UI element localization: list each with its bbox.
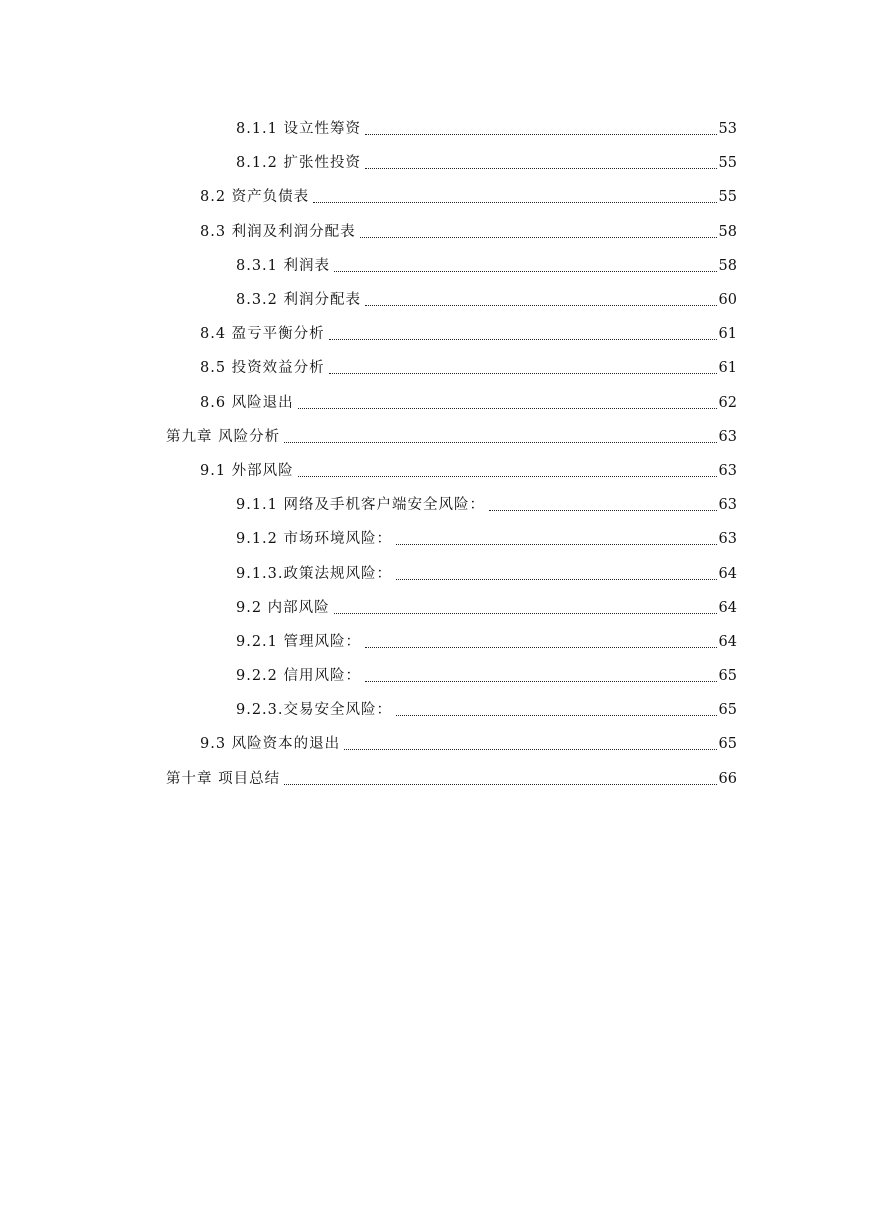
table-of-contents xyxy=(0,112,869,796)
toc-entry[interactable] xyxy=(0,283,869,317)
toc-page-number: 60 xyxy=(718,292,737,309)
toc-entry[interactable] xyxy=(0,727,869,761)
toc-dot-leader xyxy=(284,441,716,443)
toc-page-number: 63 xyxy=(718,428,737,445)
toc-entry-label: 8.3.2 利润分配表 xyxy=(236,292,362,309)
toc-dot-leader xyxy=(365,133,717,135)
toc-dot-leader xyxy=(334,270,717,272)
toc-entry[interactable] xyxy=(0,625,869,659)
toc-entry-label: 8.2 资产负债表 xyxy=(200,189,310,206)
toc-dot-leader xyxy=(396,543,717,545)
toc-dot-leader xyxy=(365,680,717,682)
toc-entry-label: 8.4 盈亏平衡分析 xyxy=(200,326,325,343)
toc-entry-chapter[interactable] xyxy=(0,420,869,454)
toc-entry[interactable] xyxy=(0,693,869,727)
toc-page-number: 64 xyxy=(718,599,737,616)
toc-entry-label: 8.6 风险退出 xyxy=(200,394,294,411)
toc-dot-leader xyxy=(396,578,717,580)
toc-entry-label: 8.3.1 利润表 xyxy=(236,257,331,274)
toc-entry[interactable] xyxy=(0,317,869,351)
toc-page-number: 58 xyxy=(718,257,737,274)
toc-dot-leader xyxy=(334,612,717,614)
toc-entry-label: 9.2.2 信用风险： xyxy=(236,668,362,685)
toc-entry[interactable] xyxy=(0,591,869,625)
toc-dot-leader xyxy=(298,407,717,409)
toc-page-number: 65 xyxy=(718,668,737,685)
toc-entry[interactable] xyxy=(0,386,869,420)
toc-entry[interactable] xyxy=(0,556,869,590)
toc-entry-label: 9.1.1 网络及手机客户端安全风险： xyxy=(236,497,486,514)
toc-entry-label: 9.2.1 管理风险： xyxy=(236,633,362,650)
toc-entry[interactable] xyxy=(0,112,869,146)
toc-page-number: 65 xyxy=(718,702,737,719)
toc-entry-label: 9.1.2 市场环境风险： xyxy=(236,531,393,548)
toc-entry[interactable] xyxy=(0,522,869,556)
toc-entry-label: 8.3 利润及利润分配表 xyxy=(200,223,356,240)
toc-entry-label: 第九章 风险分析 xyxy=(166,428,281,445)
toc-page-number: 61 xyxy=(718,326,737,343)
toc-entry-label: 9.2.3.交易安全风险： xyxy=(236,702,393,719)
toc-dot-leader xyxy=(396,714,717,716)
toc-entry[interactable] xyxy=(0,146,869,180)
toc-entry-label: 8.1.2 扩张性投资 xyxy=(236,155,362,172)
toc-dot-leader xyxy=(298,475,717,477)
toc-page-number: 64 xyxy=(718,633,737,650)
toc-entry-chapter[interactable] xyxy=(0,762,869,796)
toc-page-number: 63 xyxy=(718,462,737,479)
toc-entry[interactable] xyxy=(0,351,869,385)
toc-page-number: 55 xyxy=(718,155,737,172)
toc-entry[interactable] xyxy=(0,488,869,522)
toc-page-number: 55 xyxy=(718,189,737,206)
toc-entry-label: 8.1.1 设立性筹资 xyxy=(236,121,362,138)
toc-dot-leader xyxy=(344,748,716,750)
toc-page-number: 63 xyxy=(718,497,737,514)
toc-page-number: 53 xyxy=(718,121,737,138)
toc-dot-leader xyxy=(329,338,717,340)
toc-entry[interactable] xyxy=(0,215,869,249)
toc-dot-leader xyxy=(365,304,717,306)
toc-entry-label: 9.1 外部风险 xyxy=(200,462,294,479)
toc-entry-label: 9.3 风险资本的退出 xyxy=(200,736,341,753)
toc-entry[interactable] xyxy=(0,180,869,214)
toc-page-number: 61 xyxy=(718,360,737,377)
toc-page-number: 63 xyxy=(718,531,737,548)
toc-entry-label: 9.1.3.政策法规风险： xyxy=(236,565,393,582)
toc-dot-leader xyxy=(284,783,716,785)
toc-page-number: 65 xyxy=(718,736,737,753)
toc-page-number: 58 xyxy=(718,223,737,240)
toc-page-number: 64 xyxy=(718,565,737,582)
toc-page-number: 66 xyxy=(718,770,737,787)
toc-dot-leader xyxy=(360,236,717,238)
toc-dot-leader xyxy=(313,201,716,203)
toc-entry[interactable] xyxy=(0,454,869,488)
toc-page-number: 62 xyxy=(718,394,737,411)
toc-entry-label: 第十章 项目总结 xyxy=(166,770,281,787)
toc-entry-label: 9.2 内部风险 xyxy=(236,599,330,616)
toc-entry-label: 8.5 投资效益分析 xyxy=(200,360,325,377)
toc-entry[interactable] xyxy=(0,659,869,693)
toc-dot-leader xyxy=(329,372,717,374)
toc-dot-leader xyxy=(365,167,717,169)
toc-dot-leader xyxy=(365,646,717,648)
toc-entry[interactable] xyxy=(0,249,869,283)
toc-dot-leader xyxy=(489,509,717,511)
